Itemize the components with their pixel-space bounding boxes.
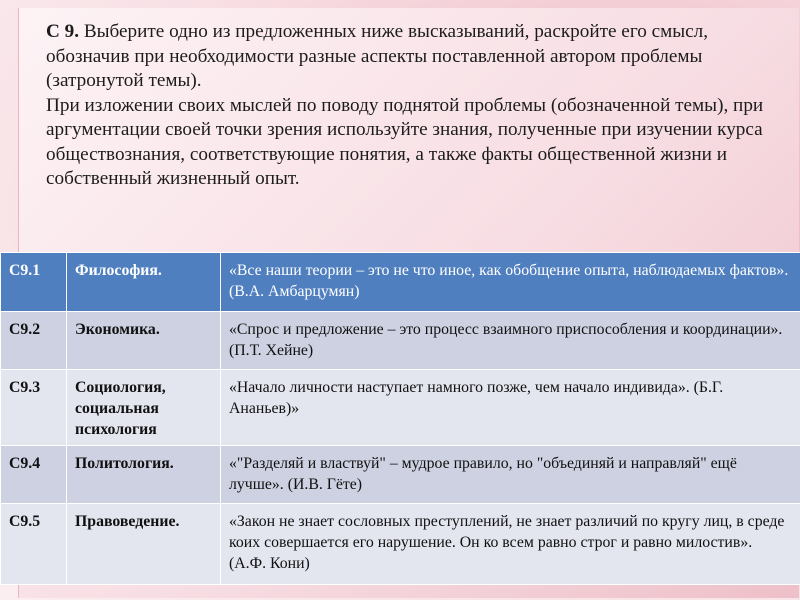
table-row bbox=[1, 312, 800, 370]
row-quote: «Закон не знает сословных преступлений, не знает различий по кругу лиц, в среде коих совершается его нарушение. Он ко всем равно строг и равно милостив». (А.Ф. Кони) bbox=[221, 504, 800, 585]
task-paragraph-2: При изложении своих мыслей по поводу поднятой проблемы (обозначенной темы), при аргументации своей точки зрения используйте знания, полученные при изучении курса обществознания, соответствующие понятия, а также факты общественной жизни и собственный жизненный опыт. bbox=[46, 94, 764, 189]
row-quote: «Начало личности наступает намного позже, чем начало индивида». (Б.Г. Ананьев)» bbox=[221, 370, 800, 446]
task-instruction: Выберите одно из предложенных ниже высказываний, раскройте его смысл, обозначив при необходимости разные аспекты поставленной автором проблемы (затронутой темы). bbox=[46, 21, 709, 91]
row-code: С9.4 bbox=[1, 446, 67, 504]
row-code: С9.2 bbox=[1, 312, 67, 370]
table-row bbox=[1, 370, 800, 446]
row-subject: Социология, социальная психология bbox=[67, 370, 221, 446]
row-quote: «Спрос и предложение – это процесс взаимного приспособления и координации». (П.Т. Хейне) bbox=[221, 312, 800, 370]
row-subject: Экономика. bbox=[67, 312, 221, 370]
row-code: С9.3 bbox=[1, 370, 67, 446]
table-row bbox=[1, 446, 800, 504]
table-row bbox=[1, 253, 800, 312]
row-quote: «Все наши теории – это не что иное, как обобщение опыта, наблюдаемых фактов». (В.А. Амбарцумян) bbox=[221, 253, 800, 312]
row-quote: «"Разделяй и властвуй" – мудрое правило, но "объединяй и направляй" ещё лучше». (И.В. Гёте) bbox=[221, 446, 800, 504]
task-text bbox=[46, 20, 766, 192]
row-subject: Политология. bbox=[67, 446, 221, 504]
row-subject: Философия. bbox=[67, 253, 221, 312]
table-row bbox=[1, 504, 800, 585]
task-label: С 9. bbox=[46, 21, 80, 42]
task-paragraph-1 bbox=[46, 20, 766, 94]
topics-table bbox=[0, 252, 800, 585]
row-code: С9.1 bbox=[1, 253, 67, 312]
row-subject: Правоведение. bbox=[67, 504, 221, 585]
row-code: С9.5 bbox=[1, 504, 67, 585]
